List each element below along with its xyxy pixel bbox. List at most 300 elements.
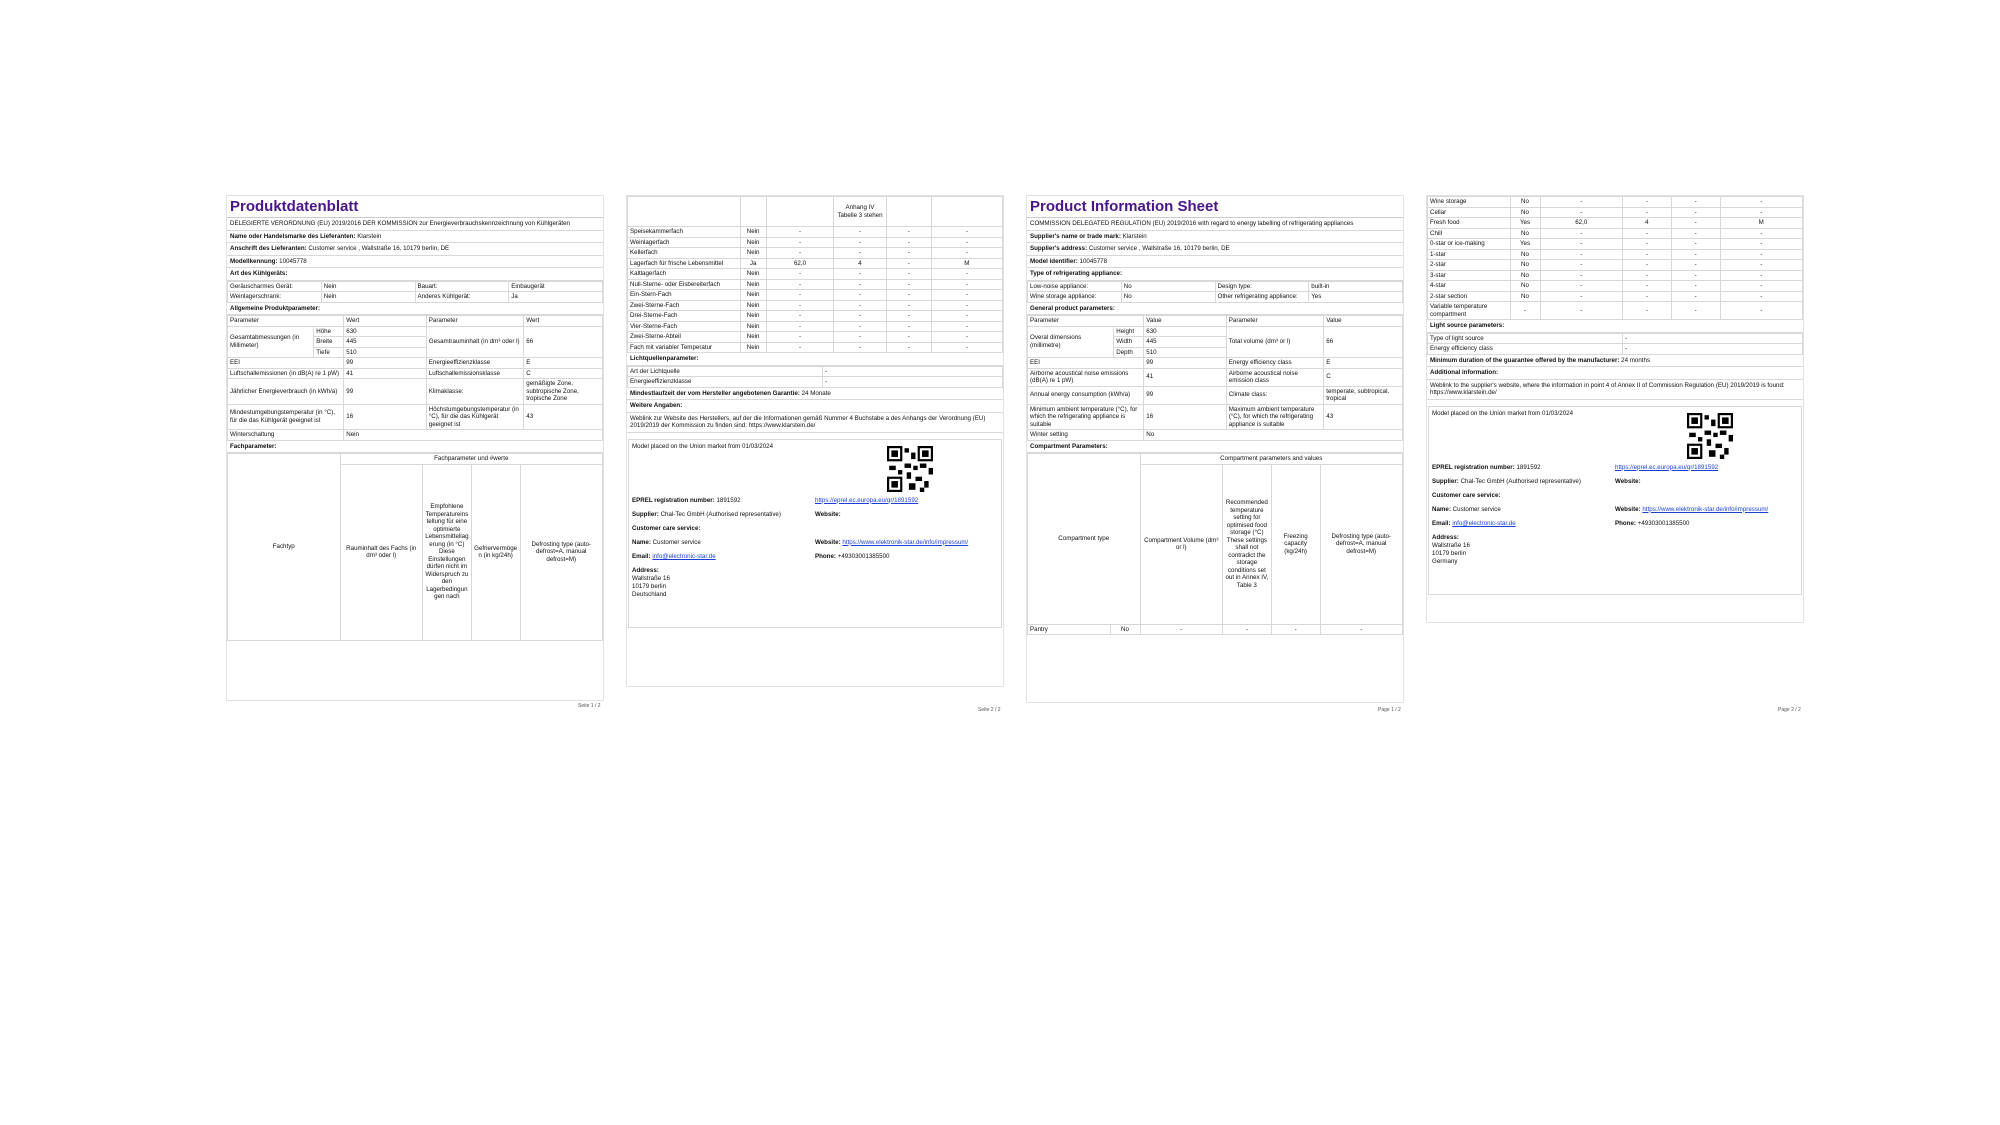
cell: - (886, 279, 931, 290)
address-line: Wallstraße 16 (632, 574, 670, 582)
cell: Nein (740, 321, 766, 332)
cell: C (1324, 368, 1403, 386)
field-label: Supplier's address: (1030, 245, 1088, 252)
table-row (1428, 260, 1803, 271)
eprel-number: 1891592 (716, 496, 741, 504)
cell: - (886, 269, 931, 280)
cell: Bauart: (415, 281, 509, 292)
cell: - (886, 248, 931, 259)
cell: Minimum ambient temperature (°C), for which the refrigerating appliance is suitable (1028, 404, 1144, 430)
cell: Wert (524, 316, 603, 327)
cell: Parameter (1028, 316, 1144, 327)
cell: - (931, 342, 1002, 353)
cell: Höchstumgebungstemperatur (in °C), für die das Kühlgerät geeignet ist (426, 404, 524, 430)
field-label: Supplier: (632, 510, 659, 518)
eprel-link[interactable]: https://eprel.ec.europa.eu/qr/1891592 (815, 496, 919, 504)
cell: No (1121, 281, 1215, 292)
cell: - (1540, 239, 1623, 250)
cell: - (766, 290, 834, 301)
cell: Compartment parameters and values (1140, 454, 1403, 465)
cell: M (931, 258, 1002, 269)
cell: 630 (344, 326, 427, 337)
cell: Fach mit variabler Temperatur (628, 342, 741, 353)
eprel-link[interactable]: https://eprel.ec.europa.eu/qr/1891592 (1615, 463, 1719, 471)
cell: - (1540, 270, 1623, 281)
email-link[interactable]: info@electronic-star.de (652, 552, 716, 560)
cell: No (1510, 207, 1540, 218)
section-heading: Customer care service: (1432, 491, 1501, 499)
cell: Zwei-Sterne-Abteil (628, 332, 741, 343)
cell: - (1720, 281, 1803, 292)
cell: - (1540, 228, 1623, 239)
cell (931, 197, 1002, 227)
cell: No (1510, 270, 1540, 281)
cell: No (1110, 624, 1140, 635)
cell: - (834, 342, 887, 353)
general-params-table (227, 315, 603, 441)
cell: temperate, subtropical, tropical (1324, 386, 1403, 404)
cell: Fachparameter und #werte (340, 454, 603, 465)
cell: - (1623, 270, 1672, 281)
supplier-name: Klarstein (1122, 232, 1147, 240)
cell: - (1623, 281, 1672, 292)
cell: Jährlicher Energieverbrauch (in kWh/a) (228, 379, 344, 405)
table-row (628, 227, 1003, 238)
qr-code-icon (1687, 413, 1733, 459)
field-label: EPREL registration number: (632, 496, 715, 504)
cell: 4 (1623, 218, 1672, 229)
cell: Airborne acoustical noise emissions (dB(A) re 1 pW) (1028, 368, 1144, 386)
cell: Pantry (1028, 624, 1111, 635)
cell: - (766, 332, 834, 343)
table-row (628, 311, 1003, 322)
cell: 3-star (1428, 270, 1511, 281)
cell: 99 (344, 379, 427, 405)
cell: - (1540, 249, 1623, 260)
cell: - (886, 300, 931, 311)
cell: Nein (740, 332, 766, 343)
field-label: Website: (1615, 477, 1641, 485)
cell (766, 197, 834, 227)
light-table (1427, 333, 1803, 355)
cell: 0-star or ice-making (1428, 239, 1511, 250)
field-label: Mindestlaufzeit der vom Hersteller angebotenen Garantie: (630, 389, 800, 397)
cell: - (1671, 249, 1720, 260)
section-heading: Compartment Parameters: (1027, 441, 1403, 454)
cell: 62,0 (1540, 218, 1623, 229)
field-label: Website: (1615, 505, 1641, 513)
cell: - (931, 269, 1002, 280)
cell: Nein (344, 430, 603, 441)
cell: 43 (524, 404, 603, 430)
cell: - (766, 227, 834, 238)
cell: No (1121, 292, 1215, 303)
cell: Nein (740, 279, 766, 290)
cell: EEI (1028, 358, 1144, 369)
cell: Recommended temperature setting for optimised food storage (°C) These settings shall not contradict the storage conditions set out in Annex IV, Table 3 (1223, 464, 1272, 624)
cell: No (1144, 430, 1403, 441)
cell: - (1671, 281, 1720, 292)
cell: - (1271, 624, 1320, 635)
table-row (628, 258, 1003, 269)
page-title: Produktdatenblatt (227, 196, 603, 218)
cell: - (1671, 260, 1720, 271)
cell: - (823, 377, 1003, 388)
cell: Freezing capacity (kg/24h) (1271, 464, 1320, 624)
cell: No (1510, 249, 1540, 260)
cell: Variable temperature compartment (1428, 302, 1511, 320)
cell: Height (1114, 326, 1144, 337)
address-line: Germany (1432, 557, 1458, 565)
cell: No (1510, 260, 1540, 271)
table-row (1428, 218, 1803, 229)
cell: - (931, 279, 1002, 290)
cell: Nein (740, 342, 766, 353)
cell: - (1540, 207, 1623, 218)
cell: - (1720, 291, 1803, 302)
weblink[interactable]: https://www.klarstein.de/ (1430, 389, 1497, 396)
table-row (1428, 270, 1803, 281)
supplier-value: Chal-Tec GmbH (Authorised representative) (660, 510, 781, 518)
cell: Parameter (228, 316, 344, 327)
field-label: Name: (1432, 505, 1451, 513)
cell: Ja (509, 292, 603, 303)
cell: - (766, 300, 834, 311)
cell: Overal dimensions (millimetre) (1028, 326, 1114, 358)
cell: - (931, 248, 1002, 259)
cell: - (766, 269, 834, 280)
cell: - (1223, 624, 1272, 635)
cell: 510 (1144, 347, 1227, 358)
cell: Rauminhalt des Fachs (in dm³ oder l) (340, 464, 423, 640)
cell: - (834, 248, 887, 259)
cell: - (766, 279, 834, 290)
address-line: Deutschland (632, 590, 667, 598)
cell: No (1510, 291, 1540, 302)
table-row (628, 300, 1003, 311)
cell: Fachtyp (228, 454, 341, 641)
field-label: Name: (632, 538, 651, 546)
cell: Yes (1510, 218, 1540, 229)
website-link[interactable]: https://www.elektronik-star.de/info/impressum/ (842, 538, 969, 546)
guarantee-value: 24 months (1621, 356, 1651, 364)
cell: Energy efficiency class (1226, 358, 1324, 369)
page-number: Page 1 / 2 (1378, 707, 1401, 713)
cell: Energieeffizienzklasse (426, 358, 524, 369)
supplier-name: Klarstein (357, 232, 382, 240)
cell: - (1540, 260, 1623, 271)
model-id: 10045778 (1079, 257, 1108, 265)
cell: 4-star (1428, 281, 1511, 292)
cell: - (1623, 228, 1672, 239)
field-label: Minimum duration of the guarantee offered by the manufacturer: (1430, 356, 1620, 364)
cell: 510 (344, 347, 427, 358)
cell: Value (1144, 316, 1227, 327)
placed-text: Model placed on the Union market from 01/03/2024 (1432, 409, 1574, 417)
cell: - (1671, 207, 1720, 218)
cell: - (886, 227, 931, 238)
cell: Nein (740, 227, 766, 238)
cell: - (1671, 218, 1720, 229)
cell: - (1623, 344, 1803, 355)
cell: - (1720, 260, 1803, 271)
cell: - (1510, 302, 1540, 320)
cell: - (886, 342, 931, 353)
cell: - (834, 321, 887, 332)
cell: 99 (1144, 358, 1227, 369)
cell: Luftschallemissionsklasse (426, 368, 524, 379)
cell: Yes (1510, 239, 1540, 250)
field-label: Address: (1432, 533, 1459, 541)
cell: - (1540, 197, 1623, 208)
field-label: EPREL registration number: (1432, 463, 1515, 471)
cell: E (524, 358, 603, 369)
address-line: 10179 berlin (632, 582, 667, 590)
cell: 99 (1144, 386, 1227, 404)
cell: Yes (1309, 292, 1403, 303)
field-label: Email: (1432, 519, 1451, 527)
cell: - (1320, 624, 1403, 635)
address-line: 10179 berlin (1432, 549, 1467, 557)
compartment-header-table (227, 453, 603, 641)
cell: C (524, 368, 603, 379)
cell: - (1671, 270, 1720, 281)
cell: Wine storage (1428, 197, 1511, 208)
cell: 1-star (1428, 249, 1511, 260)
cell: Cellar (1428, 207, 1511, 218)
cell: Nein (740, 311, 766, 322)
field-label: Supplier: (1432, 477, 1459, 485)
cell: - (931, 237, 1002, 248)
compartment-table (1427, 196, 1803, 320)
cell: - (834, 300, 887, 311)
cell: - (834, 237, 887, 248)
cell: Gesamtrauminhalt (in dm³ oder l) (426, 326, 524, 358)
field-label: Modellkennung: (230, 257, 278, 265)
cell: 630 (1144, 326, 1227, 337)
placed-text: Model placed on the Union market from 01/03/2024 (632, 442, 774, 450)
cell: - (1540, 281, 1623, 292)
section-heading: Light source parameters: (1427, 320, 1803, 333)
cell: 66 (524, 326, 603, 358)
cell: - (1720, 239, 1803, 250)
light-table (627, 366, 1003, 388)
cell: 16 (344, 404, 427, 430)
cell: Type of light source (1428, 333, 1623, 344)
cell: Compartment type (1028, 454, 1141, 625)
cell: Breite (314, 337, 344, 348)
cell: Drei-Sterne-Fach (628, 311, 741, 322)
cell: - (1720, 207, 1803, 218)
cell: - (931, 300, 1002, 311)
cell: Weinlagerschrank: (228, 292, 322, 303)
section-heading: Customer care service: (632, 524, 701, 532)
cell: Annual energy consumption (kWh/a) (1028, 386, 1144, 404)
cell: Nein (740, 248, 766, 259)
cell: 41 (344, 368, 427, 379)
cell: - (1623, 239, 1672, 250)
cell: - (886, 321, 931, 332)
field-label: Email: (632, 552, 651, 560)
page-number: Seite 2 / 2 (978, 707, 1001, 713)
cell: 445 (1144, 337, 1227, 348)
cell: 16 (1144, 404, 1227, 430)
table-row (628, 332, 1003, 343)
cell: - (886, 311, 931, 322)
qr-code-icon (887, 446, 933, 492)
cell: - (886, 290, 931, 301)
table-row (628, 279, 1003, 290)
cell: Wine storage appliance: (1028, 292, 1122, 303)
field-label: Model identifier: (1030, 257, 1078, 265)
cell: Defrosting type (auto-defrost=A, manual defrost=M) (1320, 464, 1403, 624)
supplier-address: Customer service , Wallstraße 16, 10179 berlin, DE (1088, 245, 1230, 252)
cell: No (1510, 228, 1540, 239)
cell: - (834, 290, 887, 301)
cell: Total volume (dm³ or l) (1226, 326, 1324, 358)
cell: Gefriervermögen (in kg/24h) (471, 464, 520, 640)
cell: Ein-Stern-Fach (628, 290, 741, 301)
cell: - (1720, 228, 1803, 239)
cell: - (1671, 302, 1720, 320)
table-row (1428, 291, 1803, 302)
field-label: Website: (815, 538, 841, 546)
page-en-2 (1427, 196, 1803, 622)
cell: M (1720, 218, 1803, 229)
cell: No (1510, 197, 1540, 208)
cell: Nein (740, 300, 766, 311)
section-heading: Lichtquellenparameter: (627, 353, 1003, 366)
cell: Compartment Volume (dm³ or l) (1140, 464, 1223, 624)
table-row (1428, 239, 1803, 250)
cell: - (1720, 302, 1803, 320)
care-name: Customer service (652, 538, 701, 546)
cell (740, 197, 766, 227)
compartment-header-table (1027, 453, 1403, 635)
cell: - (834, 332, 887, 343)
cell: 99 (344, 358, 427, 369)
cell: - (1671, 239, 1720, 250)
supplier-address: Customer service , Wallstraße 16, 10179 berlin, DE (308, 245, 450, 252)
cell: Nein (740, 269, 766, 280)
field-label: Address: (632, 566, 659, 574)
eprel-box (628, 439, 1002, 628)
cell: 2-star (1428, 260, 1511, 271)
table-row (628, 290, 1003, 301)
cell: - (834, 279, 887, 290)
field-label: Phone: (1615, 519, 1636, 527)
cell (886, 197, 931, 227)
cell: - (886, 237, 931, 248)
cell: Lagerfach für frische Lebensmittel (628, 258, 741, 269)
supplier-value: Chal-Tec GmbH (Authorised representative) (1460, 477, 1581, 485)
cell (628, 197, 741, 227)
care-name: Customer service (1452, 505, 1501, 513)
table-row (628, 237, 1003, 248)
general-params-table (1027, 315, 1403, 441)
cell: - (823, 366, 1003, 377)
table-row (1428, 197, 1803, 208)
cell: - (886, 258, 931, 269)
page-de-2 (627, 196, 1003, 686)
section-heading: Fachparameter: (227, 441, 603, 454)
cell: Width (1114, 337, 1144, 348)
cell: - (834, 269, 887, 280)
cell: Empfohlene Temperatureinstellung für eine optimierte Lebensmittellagerung (in °C) Diese Einstellungen dürfen nicht im Widerspruch zu den Lagerbedingungen nach (423, 464, 472, 640)
cell: - (931, 227, 1002, 238)
page-number: Seite 1 / 2 (578, 703, 601, 709)
appliance-type-table (1027, 281, 1403, 303)
table-row (1428, 281, 1803, 292)
field-label: Anschrift des Lieferanten: (230, 245, 307, 252)
cell: Parameter (426, 316, 524, 327)
cell: - (931, 332, 1002, 343)
table-row (1428, 228, 1803, 239)
cell: Nein (321, 292, 415, 303)
appliance-type-table (227, 281, 603, 303)
cell: - (1623, 291, 1672, 302)
cell: Speisekammerfach (628, 227, 741, 238)
cell: Nein (321, 281, 415, 292)
page-de-1 (227, 196, 603, 700)
section-heading: Type of refrigerating appliance: (1027, 268, 1403, 281)
cell: - (1720, 249, 1803, 260)
cell: Zwei-Sterne-Fach (628, 300, 741, 311)
cell: - (834, 311, 887, 322)
cell: 66 (1324, 326, 1403, 358)
cell: Wert (344, 316, 427, 327)
cell: - (1623, 302, 1672, 320)
cell: Geräuscharmes Gerät: (228, 281, 322, 292)
cell: 2-star section (1428, 291, 1511, 302)
weblink[interactable]: https://www.klarstein.de/ (748, 422, 816, 429)
phone-value: +49303001385500 (837, 552, 890, 560)
section-heading: Weitere Angaben: (627, 400, 1003, 413)
table-row (628, 248, 1003, 259)
cell: 445 (344, 337, 427, 348)
cell: Nein (740, 237, 766, 248)
cell: Gesamtabmessungen (in Millimeter) (228, 326, 314, 358)
cell: Winter setting (1028, 430, 1144, 441)
weblink-text: Weblink to the supplier's website, where the information in point 4 of Annex II of Commission Regulation (EU) 2019/2019 is found: (1430, 381, 1785, 389)
weblink-text: Weblink zur Website des Herstellers, auf der die Informationen gemäß Nummer 4 Buchstabe a des Anhangs der Verordnung (EU) 2019/2019 der Kommission zu finden sind: (630, 414, 986, 429)
cell: Winterschaltung (228, 430, 344, 441)
cell: - (931, 321, 1002, 332)
section-heading: Additional information: (1427, 367, 1803, 380)
cell: - (1720, 197, 1803, 208)
cell: - (1540, 291, 1623, 302)
cell: E (1324, 358, 1403, 369)
section-heading: General product parameters: (1027, 303, 1403, 316)
cell: - (834, 227, 887, 238)
cell: Parameter (1226, 316, 1324, 327)
cell: 41 (1144, 368, 1227, 386)
field-label: Website: (815, 510, 841, 518)
email-link[interactable]: info@electronic-star.de (1452, 519, 1516, 527)
cell: Weinlagerfach (628, 237, 741, 248)
website-link[interactable]: https://www.elektronik-star.de/info/impressum/ (1642, 505, 1769, 513)
table-row (1428, 207, 1803, 218)
cell: Value (1324, 316, 1403, 327)
cell: Fresh food (1428, 218, 1511, 229)
address-line: Wallstraße 16 (1432, 541, 1470, 549)
cell: Klimaklasse: (426, 379, 524, 405)
cell: - (931, 311, 1002, 322)
cell: Nein (740, 290, 766, 301)
table-row (628, 269, 1003, 280)
cell: - (766, 311, 834, 322)
cell: No (1510, 281, 1540, 292)
